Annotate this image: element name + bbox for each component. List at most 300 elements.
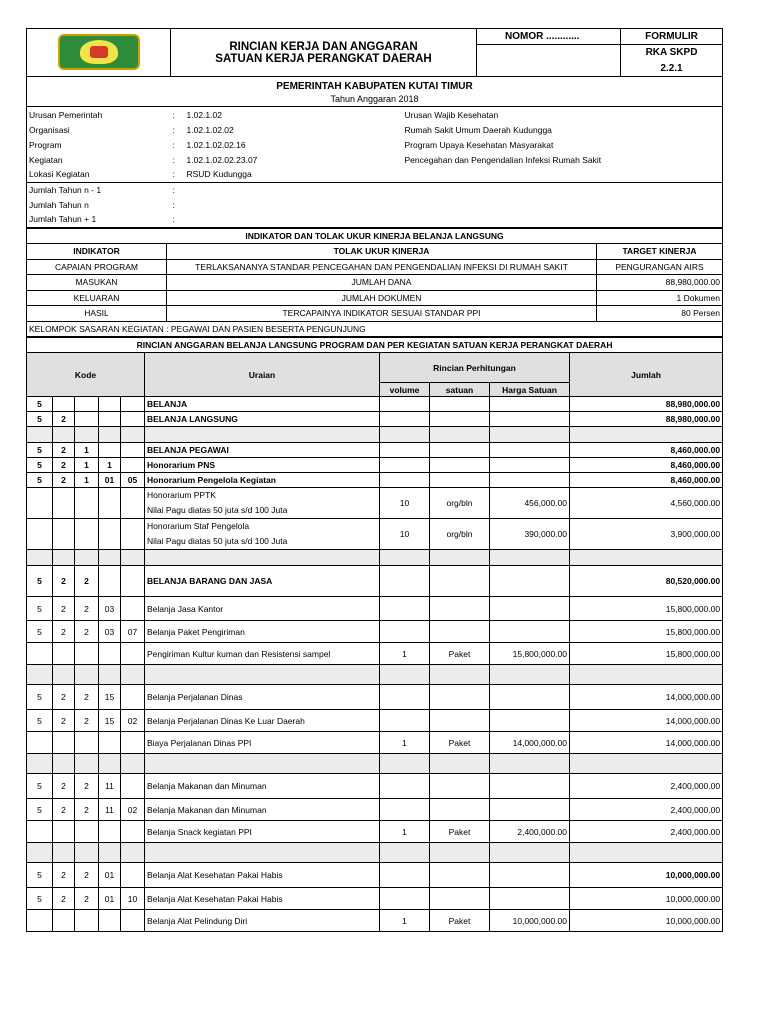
satuan-cell [430, 888, 490, 910]
code-segment [121, 685, 145, 710]
harga-cell: 15,800,000.00 [490, 643, 570, 665]
code-segment: 2 [75, 597, 99, 621]
code-segment [27, 488, 53, 519]
harga-cell [490, 397, 570, 412]
spacer-cell [27, 550, 53, 566]
info-description [403, 212, 723, 227]
jumlah-cell: 10,000,000.00 [570, 888, 723, 910]
info-description: Pencegahan dan Pengendalian Infeksi Rumah Sakit [404, 154, 602, 165]
col-uraian: Uraian [145, 353, 380, 397]
code-segment [75, 412, 99, 427]
indicator-target: 88,980,000.00 [597, 275, 723, 291]
col-kode: Kode [27, 353, 145, 397]
uraian-cell: BELANJA [145, 397, 380, 412]
detail-row [27, 488, 723, 519]
jumlah-cell: 2,400,000.00 [570, 821, 723, 843]
spacer-cell [75, 754, 99, 774]
spacer-cell [430, 665, 490, 685]
code-segment [75, 910, 99, 932]
indicator-measure: JUMLAH DOKUMEN [167, 290, 597, 306]
jumlah-cell: 10,000,000.00 [570, 863, 723, 888]
satuan-cell: Paket [430, 732, 490, 754]
code-segment [121, 397, 145, 412]
code-segment: 5 [27, 473, 53, 488]
code-segment: 2 [53, 566, 75, 597]
code-segment [121, 458, 145, 473]
code-segment: 5 [27, 458, 53, 473]
code-segment: 11 [99, 799, 121, 821]
code-segment [121, 488, 145, 519]
code-segment: 2 [53, 799, 75, 821]
code-segment: 2 [53, 774, 75, 799]
info-code: RSUD Kudungga [185, 167, 403, 182]
harga-cell [490, 597, 570, 621]
satuan-cell: org/bln [430, 519, 490, 550]
info-description [403, 182, 723, 197]
info-separator: : [172, 184, 175, 195]
spacer-cell [145, 843, 380, 863]
info-description: Urusan Wajib Kesehatan [404, 109, 499, 120]
volume-cell: 1 [380, 643, 430, 665]
spacer-cell [380, 427, 430, 443]
code-segment [27, 643, 53, 665]
code-segment [99, 397, 121, 412]
info-code [185, 212, 403, 227]
code-segment: 2 [53, 473, 75, 488]
spacer-cell [75, 665, 99, 685]
harga-cell: 2,400,000.00 [490, 821, 570, 843]
code-segment [75, 519, 99, 550]
jumlah-cell: 14,000,000.00 [570, 710, 723, 732]
code-segment: 2 [53, 863, 75, 888]
jumlah-cell: 8,460,000.00 [570, 443, 723, 458]
spacer-cell [99, 550, 121, 566]
code-segment: 2 [75, 774, 99, 799]
code-segment: 2 [75, 621, 99, 643]
uraian-cell: Belanja Perjalanan Dinas [145, 685, 380, 710]
jumlah-cell: 2,400,000.00 [570, 799, 723, 821]
indicator-name: HASIL [27, 306, 167, 322]
code-segment: 2 [53, 710, 75, 732]
uraian-cell: Belanja Alat Kesehatan Pakai Habis [145, 863, 380, 888]
code-segment: 15 [99, 685, 121, 710]
indicator-row [27, 275, 723, 291]
code-segment: 2 [75, 566, 99, 597]
col-target: TARGET KINERJA [597, 244, 723, 260]
volume-cell [380, 621, 430, 643]
code-segment [27, 910, 53, 932]
code-segment: 2 [75, 710, 99, 732]
code-segment: 2 [53, 412, 75, 427]
code-segment [99, 821, 121, 843]
code-segment [121, 774, 145, 799]
nomor-blank [477, 45, 621, 77]
code-segment: 2 [53, 621, 75, 643]
info-code [185, 182, 403, 197]
spacer-cell [430, 550, 490, 566]
account-row [27, 473, 723, 488]
detail-row [27, 821, 723, 843]
info-label: Program [29, 139, 62, 150]
spacer-cell [145, 665, 380, 685]
harga-cell [490, 863, 570, 888]
info-separator: : [172, 109, 175, 120]
volume-cell [380, 799, 430, 821]
satuan-cell [430, 597, 490, 621]
col-jumlah: Jumlah [570, 353, 723, 397]
volume-cell: 10 [380, 519, 430, 550]
volume-cell: 1 [380, 732, 430, 754]
volume-cell: 1 [380, 821, 430, 843]
jumlah-cell: 80,520,000.00 [570, 566, 723, 597]
volume-cell [380, 863, 430, 888]
code-segment [75, 643, 99, 665]
spacer-cell [380, 843, 430, 863]
spacer-cell [145, 427, 380, 443]
satuan-cell [430, 397, 490, 412]
uraian-cell [145, 519, 380, 550]
code-segment [121, 412, 145, 427]
volume-cell [380, 458, 430, 473]
info-row [27, 212, 723, 227]
indicator-measure: TERCAPAINYA INDIKATOR SESUAI STANDAR PPI [167, 306, 597, 322]
uraian-cell: Honorarium Pengelola Kegiatan [145, 473, 380, 488]
indicator-target: 80 Persen [597, 306, 723, 322]
account-row [27, 888, 723, 910]
code-segment [27, 732, 53, 754]
uraian-cell [145, 488, 380, 519]
info-description: Program Upaya Kesehatan Masyarakat [404, 139, 554, 150]
code-segment: 02 [121, 710, 145, 732]
form-label: FORMULIR [621, 29, 723, 45]
code-segment: 2 [53, 685, 75, 710]
harga-cell [490, 888, 570, 910]
indicator-table [26, 228, 723, 338]
info-row [27, 107, 723, 122]
code-segment: 15 [99, 710, 121, 732]
spacer-cell [490, 427, 570, 443]
code-segment [75, 488, 99, 519]
account-row [27, 710, 723, 732]
uraian-cell: Honorarium PNS [145, 458, 380, 473]
account-row [27, 443, 723, 458]
spacer-cell [121, 843, 145, 863]
code-segment [121, 732, 145, 754]
harga-cell [490, 685, 570, 710]
account-row [27, 566, 723, 597]
code-segment: 02 [121, 799, 145, 821]
indicator-name: MASUKAN [27, 275, 167, 291]
code-segment [53, 397, 75, 412]
code-segment [53, 519, 75, 550]
volume-cell [380, 397, 430, 412]
code-segment: 5 [27, 597, 53, 621]
info-separator: : [172, 154, 175, 165]
spacer-cell [430, 427, 490, 443]
info-separator: : [171, 212, 185, 227]
code-segment [75, 397, 99, 412]
indicator-name: KELUARAN [27, 290, 167, 306]
jumlah-cell: 15,800,000.00 [570, 643, 723, 665]
spacer-cell [53, 550, 75, 566]
spacer-cell [99, 665, 121, 685]
info-code: 1.02.1.02 [186, 109, 222, 120]
form-header [26, 28, 723, 107]
uraian-line: Honorarium PPTK [147, 490, 216, 500]
spacer-cell [490, 843, 570, 863]
harga-cell [490, 443, 570, 458]
uraian-cell: BELANJA LANGSUNG [145, 412, 380, 427]
volume-cell [380, 685, 430, 710]
jumlah-cell: 2,400,000.00 [570, 774, 723, 799]
jumlah-cell: 15,800,000.00 [570, 621, 723, 643]
indicator-row [27, 290, 723, 306]
account-row [27, 458, 723, 473]
indicator-section-title: INDIKATOR DAN TOLAK UKUR KINERJA BELANJA LANGSUNG [27, 228, 723, 244]
info-row [27, 182, 723, 197]
spacer-row [27, 665, 723, 685]
spacer-cell [490, 754, 570, 774]
code-segment: 5 [27, 888, 53, 910]
spacer-cell [570, 427, 723, 443]
spacer-cell [380, 754, 430, 774]
satuan-cell [430, 621, 490, 643]
code-segment: 5 [27, 621, 53, 643]
volume-cell: 1 [380, 910, 430, 932]
uraian-cell: BELANJA BARANG DAN JASA [145, 566, 380, 597]
code-segment [121, 597, 145, 621]
spacer-cell [27, 665, 53, 685]
info-separator: : [171, 167, 185, 182]
code-segment: 01 [99, 888, 121, 910]
code-segment: 2 [75, 799, 99, 821]
satuan-cell [430, 710, 490, 732]
government-name: PEMERINTAH KABUPATEN KUTAI TIMUR [276, 81, 473, 92]
harga-cell [490, 710, 570, 732]
info-label: Jumlah Tahun + 1 [27, 212, 171, 227]
info-separator: : [172, 124, 175, 135]
spacer-cell [99, 843, 121, 863]
info-row [27, 122, 723, 137]
code-segment [53, 821, 75, 843]
info-label: Jumlah Tahun n - 1 [29, 184, 102, 195]
spacer-cell [380, 550, 430, 566]
uraian-cell: Belanja Paket Pengiriman [145, 621, 380, 643]
uraian-cell: Belanja Jasa Kantor [145, 597, 380, 621]
code-segment: 5 [27, 774, 53, 799]
info-code [185, 197, 403, 212]
indicator-row [27, 259, 723, 275]
jumlah-cell: 8,460,000.00 [570, 458, 723, 473]
jumlah-cell: 15,800,000.00 [570, 597, 723, 621]
government-block [27, 77, 723, 107]
spacer-cell [570, 550, 723, 566]
spacer-cell [121, 754, 145, 774]
code-segment [121, 863, 145, 888]
jumlah-cell: 3,900,000.00 [570, 519, 723, 550]
code-segment: 03 [99, 621, 121, 643]
spacer-cell [145, 754, 380, 774]
spacer-cell [121, 550, 145, 566]
spacer-cell [121, 427, 145, 443]
uraian-cell: BELANJA PEGAWAI [145, 443, 380, 458]
volume-cell [380, 566, 430, 597]
harga-cell [490, 412, 570, 427]
code-segment: 2 [53, 888, 75, 910]
volume-cell [380, 412, 430, 427]
regency-emblem-icon [58, 34, 140, 70]
account-row [27, 621, 723, 643]
indicator-target: PENGURANGAN AIRS [597, 259, 723, 275]
harga-cell: 390,000.00 [490, 519, 570, 550]
budget-section-title: RINCIAN ANGGARAN BELANJA LANGSUNG PROGRAM DAN PER KEGIATAN SATUAN KERJA PERANGKAT DAERAH [27, 338, 723, 353]
title-line-2: SATUAN KERJA PERANGKAT DAERAH [215, 52, 432, 65]
code-segment: 1 [75, 458, 99, 473]
code-segment [75, 821, 99, 843]
uraian-line: Honorarium Staf Pengelola [147, 521, 250, 531]
account-row [27, 685, 723, 710]
code-segment: 2 [53, 443, 75, 458]
jumlah-cell: 88,980,000.00 [570, 412, 723, 427]
code-segment: 07 [121, 621, 145, 643]
col-tolak-ukur: TOLAK UKUR KINERJA [167, 244, 597, 260]
spacer-cell [490, 665, 570, 685]
spacer-cell [75, 843, 99, 863]
volume-cell [380, 443, 430, 458]
volume-cell: 10 [380, 488, 430, 519]
harga-cell [490, 473, 570, 488]
code-segment [99, 910, 121, 932]
code-segment [121, 643, 145, 665]
code-segment [75, 732, 99, 754]
satuan-cell: Paket [430, 821, 490, 843]
code-segment [99, 732, 121, 754]
code-segment: 5 [27, 566, 53, 597]
code-segment: 5 [27, 443, 53, 458]
budget-table [26, 337, 723, 932]
uraian-cell: Belanja Alat Pelindung Diri [145, 910, 380, 932]
code-segment: 1 [75, 443, 99, 458]
info-label: Kegiatan [29, 154, 63, 165]
uraian-line-2: Nilai Pagu diatas 50 juta s/d 100 Juta [147, 505, 288, 515]
code-segment: 1 [99, 458, 121, 473]
col-rincian: Rincian Perhitungan [380, 353, 570, 383]
code-segment [121, 910, 145, 932]
code-segment [99, 488, 121, 519]
code-segment: 5 [27, 863, 53, 888]
code-segment: 11 [99, 774, 121, 799]
satuan-cell [430, 566, 490, 597]
spacer-cell [99, 754, 121, 774]
satuan-cell [430, 458, 490, 473]
harga-cell: 456,000.00 [490, 488, 570, 519]
code-segment [121, 443, 145, 458]
jumlah-cell: 14,000,000.00 [570, 685, 723, 710]
account-row [27, 863, 723, 888]
detail-row [27, 519, 723, 550]
satuan-cell: org/bln [430, 488, 490, 519]
indicator-name: CAPAIAN PROGRAM [27, 259, 167, 275]
uraian-line-2: Nilai Pagu diatas 50 juta s/d 100 Juta [147, 536, 288, 546]
spacer-cell [570, 843, 723, 863]
account-row [27, 412, 723, 427]
spacer-cell [570, 754, 723, 774]
col-volume: volume [380, 383, 430, 397]
jumlah-cell: 8,460,000.00 [570, 473, 723, 488]
spacer-cell [27, 427, 53, 443]
detail-row [27, 643, 723, 665]
harga-cell [490, 566, 570, 597]
code-segment [99, 643, 121, 665]
info-row [27, 137, 723, 152]
spacer-cell [430, 843, 490, 863]
code-segment: 5 [27, 685, 53, 710]
info-row [27, 152, 723, 167]
code-segment [53, 732, 75, 754]
jumlah-cell: 4,560,000.00 [570, 488, 723, 519]
account-row [27, 597, 723, 621]
code-segment [121, 566, 145, 597]
volume-cell [380, 774, 430, 799]
satuan-cell: Paket [430, 643, 490, 665]
info-separator: : [172, 139, 175, 150]
title-line-1: RINCIAN KERJA DAN ANGGARAN [229, 40, 418, 53]
rka-skpd-sheet [26, 28, 722, 932]
kelompok-sasaran: KELOMPOK SASARAN KEGIATAN : PEGAWAI DAN PASIEN BESERTA PENGUNJUNG [27, 321, 723, 337]
code-segment: 1 [75, 473, 99, 488]
info-description: Rumah Sakit Umum Daerah Kudungga [404, 124, 552, 135]
code-segment: 10 [121, 888, 145, 910]
satuan-cell [430, 685, 490, 710]
activity-info [26, 107, 723, 228]
spacer-cell [121, 665, 145, 685]
code-segment [27, 821, 53, 843]
info-row [27, 197, 723, 212]
uraian-cell: Pengiriman Kultur kuman dan Resistensi sampel [145, 643, 380, 665]
code-segment: 01 [99, 863, 121, 888]
nomor-field: NOMOR ............ [477, 29, 621, 45]
harga-cell: 10,000,000.00 [490, 910, 570, 932]
uraian-cell: Belanja Alat Kesehatan Pakai Habis [145, 888, 380, 910]
satuan-cell [430, 799, 490, 821]
jumlah-cell: 10,000,000.00 [570, 910, 723, 932]
code-segment: 2 [53, 458, 75, 473]
harga-cell: 14,000,000.00 [490, 732, 570, 754]
spacer-cell [53, 427, 75, 443]
code-segment: 5 [27, 412, 53, 427]
info-label: Lokasi Kegiatan [27, 167, 171, 182]
code-segment: 2 [53, 597, 75, 621]
spacer-cell [53, 754, 75, 774]
col-harga: Harga Satuan [490, 383, 570, 397]
harga-cell [490, 799, 570, 821]
logo-cell [27, 29, 171, 77]
account-row [27, 397, 723, 412]
info-label: Urusan Pemerintah [29, 109, 103, 120]
uraian-cell: Belanja Makanan dan Minuman [145, 774, 380, 799]
spacer-cell [145, 550, 380, 566]
spacer-cell [430, 754, 490, 774]
col-indikator: INDIKATOR [27, 244, 167, 260]
spacer-cell [75, 550, 99, 566]
info-separator: : [172, 199, 175, 210]
jumlah-cell: 14,000,000.00 [570, 732, 723, 754]
volume-cell [380, 597, 430, 621]
spacer-cell [75, 427, 99, 443]
spacer-row [27, 550, 723, 566]
uraian-cell: Belanja Perjalanan Dinas Ke Luar Daerah [145, 710, 380, 732]
indicator-target: 1 Dokumen [597, 290, 723, 306]
